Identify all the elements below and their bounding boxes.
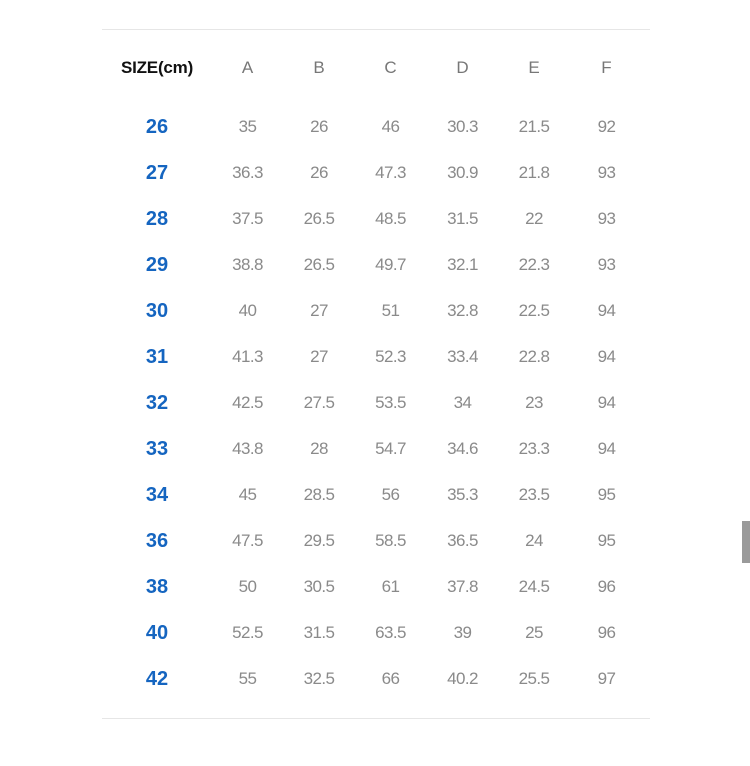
measurement-a-cell: 37.5	[232, 209, 263, 228]
size-chart-header	[102, 45, 644, 104]
measurement-f-cell: 92	[597, 117, 616, 136]
measurement-f-cell: 95	[597, 531, 616, 550]
measurement-a-cell: 41.3	[232, 347, 263, 366]
size-label: 26	[145, 115, 169, 138]
scrollbar-thumb[interactable]	[742, 521, 750, 563]
measurement-e-cell: 24.5	[518, 577, 550, 596]
size-label: 29	[145, 253, 169, 276]
table-row	[102, 334, 644, 380]
column-header-b: B	[313, 58, 325, 77]
measurement-c-cell: 63.5	[375, 623, 406, 642]
measurement-f-cell: 93	[597, 255, 616, 274]
measurement-a-cell: 40	[238, 301, 257, 320]
measurement-e-cell: 21.8	[518, 163, 550, 182]
size-label: 28	[145, 207, 169, 230]
table-row	[102, 150, 644, 196]
measurement-b-cell: 26	[310, 163, 328, 182]
measurement-f-cell: 94	[597, 393, 616, 412]
measurement-c-cell: 51	[381, 301, 400, 320]
column-header-d: D	[456, 58, 469, 77]
measurement-d-cell: 32.8	[447, 301, 478, 320]
measurement-b-cell: 27.5	[303, 393, 335, 412]
top-divider	[102, 29, 650, 30]
table-row	[102, 518, 644, 564]
measurement-e-cell: 23.5	[518, 485, 550, 504]
measurement-b-cell: 28	[310, 439, 328, 458]
measurement-b-cell: 30.5	[303, 577, 335, 596]
measurement-c-cell: 47.3	[375, 163, 406, 182]
table-row	[102, 196, 644, 242]
measurement-a-cell: 42.5	[232, 393, 263, 412]
measurement-e-cell: 22	[525, 209, 543, 228]
measurement-f-cell: 93	[597, 163, 616, 182]
measurement-d-cell: 36.5	[447, 531, 478, 550]
measurement-c-cell: 61	[381, 577, 400, 596]
size-label: 31	[145, 345, 169, 368]
measurement-f-cell: 94	[597, 439, 616, 458]
measurement-d-cell: 34.6	[447, 439, 478, 458]
measurement-f-cell: 94	[597, 347, 616, 366]
measurement-a-cell: 36.3	[232, 163, 263, 182]
measurement-a-cell: 35	[238, 117, 257, 136]
measurement-d-cell: 35.3	[447, 485, 478, 504]
measurement-c-cell: 46	[381, 117, 400, 136]
column-header-c: C	[384, 58, 397, 77]
measurement-c-cell: 66	[381, 669, 400, 688]
measurement-e-cell: 21.5	[518, 117, 550, 136]
size-label: 33	[145, 437, 169, 460]
measurement-b-cell: 26	[310, 117, 328, 136]
measurement-b-cell: 26.5	[303, 255, 335, 274]
measurement-c-cell: 52.3	[375, 347, 406, 366]
measurement-e-cell: 22.3	[518, 255, 550, 274]
size-label: 34	[145, 483, 169, 506]
table-row	[102, 564, 644, 610]
measurement-e-cell: 22.5	[518, 301, 550, 320]
measurement-a-cell: 47.5	[232, 531, 263, 550]
measurement-e-cell: 23.3	[518, 439, 550, 458]
measurement-e-cell: 25.5	[518, 669, 550, 688]
table-row	[102, 426, 644, 472]
measurement-e-cell: 22.8	[518, 347, 550, 366]
measurement-a-cell: 45	[238, 485, 257, 504]
table-row	[102, 472, 644, 518]
size-column-header: SIZE(cm)	[120, 58, 194, 77]
column-header-a: A	[241, 58, 254, 77]
measurement-a-cell: 50	[238, 577, 257, 596]
measurement-b-cell: 29.5	[303, 531, 335, 550]
measurement-b-cell: 27	[310, 347, 328, 366]
measurement-f-cell: 95	[597, 485, 616, 504]
measurement-b-cell: 26.5	[303, 209, 335, 228]
header-spacer	[102, 91, 644, 104]
measurement-b-cell: 27	[310, 301, 328, 320]
size-label: 42	[145, 667, 169, 690]
measurement-e-cell: 24	[525, 531, 543, 550]
measurement-f-cell: 93	[597, 209, 616, 228]
measurement-c-cell: 54.7	[375, 439, 406, 458]
table-row	[102, 242, 644, 288]
measurement-f-cell: 97	[597, 669, 616, 688]
size-chart-table	[102, 45, 644, 702]
measurement-e-cell: 25	[525, 623, 543, 642]
header-row	[102, 45, 644, 91]
measurement-a-cell: 55	[238, 669, 257, 688]
measurement-b-cell: 32.5	[303, 669, 335, 688]
measurement-d-cell: 37.8	[447, 577, 478, 596]
measurement-d-cell: 30.3	[447, 117, 478, 136]
table-row	[102, 104, 644, 150]
measurement-a-cell: 43.8	[232, 439, 263, 458]
size-chart-body	[102, 104, 644, 702]
size-label: 40	[145, 621, 169, 644]
measurement-e-cell: 23	[525, 393, 543, 412]
measurement-c-cell: 53.5	[375, 393, 406, 412]
measurement-d-cell: 39	[453, 623, 472, 642]
measurement-a-cell: 38.8	[232, 255, 263, 274]
measurement-d-cell: 32.1	[447, 255, 478, 274]
measurement-c-cell: 56	[381, 485, 400, 504]
measurement-c-cell: 48.5	[375, 209, 406, 228]
measurement-d-cell: 31.5	[447, 209, 478, 228]
table-row	[102, 288, 644, 334]
measurement-f-cell: 96	[597, 623, 616, 642]
size-label: 38	[145, 575, 169, 598]
measurement-f-cell: 96	[597, 577, 616, 596]
measurement-f-cell: 94	[597, 301, 616, 320]
measurement-a-cell: 52.5	[232, 623, 263, 642]
table-row	[102, 380, 644, 426]
table-row	[102, 610, 644, 656]
measurement-d-cell: 33.4	[447, 347, 478, 366]
measurement-c-cell: 58.5	[375, 531, 406, 550]
column-header-e: E	[528, 58, 540, 77]
table-row	[102, 656, 644, 702]
column-header-f: F	[601, 58, 612, 77]
measurement-b-cell: 28.5	[303, 485, 335, 504]
measurement-d-cell: 30.9	[447, 163, 478, 182]
bottom-divider	[102, 718, 650, 719]
measurement-c-cell: 49.7	[375, 255, 406, 274]
size-label: 27	[145, 161, 169, 184]
measurement-d-cell: 40.2	[447, 669, 478, 688]
measurement-b-cell: 31.5	[303, 623, 335, 642]
size-label: 32	[145, 391, 169, 414]
size-label: 36	[145, 529, 169, 552]
measurement-d-cell: 34	[453, 393, 472, 412]
size-label: 30	[145, 299, 169, 322]
